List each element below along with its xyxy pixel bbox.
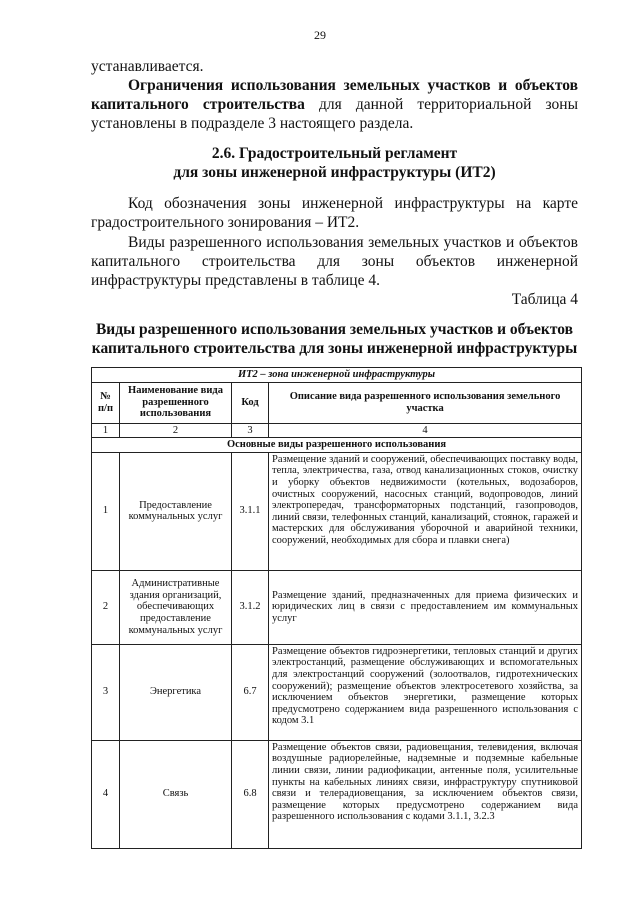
col-number-1: 1 <box>92 423 120 438</box>
col-number-3: 3 <box>232 423 269 438</box>
row-num: 2 <box>92 570 120 644</box>
table-row <box>92 570 582 644</box>
table-label: Таблица 4 <box>511 291 578 308</box>
zone-header-row <box>92 368 582 383</box>
header-code: Код <box>232 382 269 423</box>
row-num: 4 <box>92 740 120 848</box>
column-header-row <box>92 382 582 423</box>
table-row <box>92 644 582 740</box>
column-number-row <box>92 423 582 438</box>
col-number-2: 2 <box>120 423 232 438</box>
row-desc: Размещение объектов гидроэнергетики, тепловых станций и других электростанций, размещение обслуживающих и вспомогательных для электростанций сооружений (золоотвалов, гидротехнических сооружений); размещение объектов электросетевого хозяйства, за исключением объектов энергетики, размещение которых предусмотрено содержанием вида разрешенного использования с кодом 3.1 <box>269 644 582 740</box>
restrictions-heading: Ограничения использования земельных участков и объектов <box>128 77 578 94</box>
body-p2-line-3: инфраструктуры представлены в таблице 4. <box>91 272 380 289</box>
row-num: 1 <box>92 452 120 570</box>
header-desc: Описание вида разрешенного использования земельного участка <box>269 382 582 423</box>
row-code: 3.1.1 <box>232 452 269 570</box>
col-number-4: 4 <box>269 423 582 438</box>
row-name: Административные здания организаций, обеспечивающих предоставление коммунальных услуг <box>120 570 232 644</box>
row-name: Предоставление коммунальных услуг <box>120 452 232 570</box>
table-row <box>92 740 582 848</box>
row-name: Энергетика <box>120 644 232 740</box>
intro-line-4: установлены в подразделе 3 настоящего раздела. <box>91 115 414 132</box>
section-title-line-1: 2.6. Градостроительный регламент <box>211 145 458 162</box>
row-code: 3.1.2 <box>232 570 269 644</box>
section-row <box>92 438 582 453</box>
body-p1-line-1: Код обозначения зоны инженерной инфраструктуры на карте <box>128 195 578 212</box>
intro-line-1: устанавливается. <box>91 58 204 75</box>
row-code: 6.8 <box>232 740 269 848</box>
header-num: № п/п <box>92 382 120 423</box>
zone-header: ИТ2 – зона инженерной инфраструктуры <box>92 368 582 383</box>
body-p2-line-2: капитального строительства для зоны объектов инженерной <box>91 253 578 270</box>
header-name: Наименование вида разрешенного использования <box>120 382 232 423</box>
row-desc: Размещение объектов связи, радиовещания, телевидения, включая воздушные радиорелейные, надземные и подземные кабельные линии связи, линии радиофикации, антенные поля, усилительные пункты на кабельных линиях связи, инфраструктуру спутниковой связи и телерадиовещания, за исключением объектов связи, размещение которых предусмотрено содержанием вида разрешенного использования с кодами 3.1.1, 3.2.3 <box>269 740 582 848</box>
page-number: 29 <box>314 28 326 42</box>
capital-construction-bold: капитального строительства <box>91 96 305 113</box>
intro-line-3 <box>91 96 578 114</box>
row-desc: Размещение зданий и сооружений, обеспечивающих поставку воды, тепла, электричества, газа, отвод канализационных стоков, очистку и уборку объектов недвижимости (котельных, водозаборов, очистных сооружений, насосных станций, водопроводов, линий электропередач, трансформаторных подстанций, газопроводов, линий связи, телефонных станций, канализаций, стоянок, гаражей и мастерских для обслуживания уборочной и аварийной техники, сооружений, необходимых для сбора и плавки снега) <box>269 452 582 570</box>
row-code: 6.7 <box>232 644 269 740</box>
intro-line-2 <box>91 77 578 95</box>
row-name: Связь <box>120 740 232 848</box>
table-title-line-1: Виды разрешенного использования земельных участков и объектов <box>95 321 574 338</box>
table-row <box>92 452 582 570</box>
body-p2-line-1: Виды разрешенного использования земельных участков и объектов <box>128 234 578 251</box>
section-title-line-2: для зоны инженерной инфраструктуры (ИТ2) <box>173 164 496 181</box>
row-num: 3 <box>92 644 120 740</box>
body-p1-line-2: градостроительного зонирования – ИТ2. <box>91 214 360 231</box>
section-row-label: Основные виды разрешенного использования <box>92 438 582 453</box>
intro-line-3-rest: для данной территориальной зоны <box>319 96 578 113</box>
table-title-line-2: капитального строительства для зоны инженерной инфраструктуры <box>91 340 578 357</box>
row-desc: Размещение зданий, предназначенных для приема физических и юридических лиц в связи с предоставлением им коммунальных услуг <box>269 570 582 644</box>
land-use-table <box>91 367 582 849</box>
